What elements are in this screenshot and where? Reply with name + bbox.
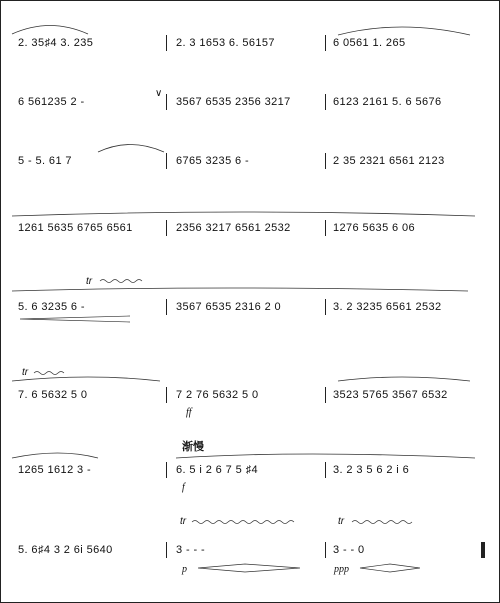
measure: 6123 2161 5. 6 5676 [333, 96, 442, 108]
score-line-7 [0, 441, 500, 493]
barline [325, 35, 326, 51]
dynamic-mark: ff [186, 407, 192, 418]
barline [166, 153, 167, 169]
score-line-1 [0, 33, 500, 53]
dynamic-mark: ppp [334, 564, 349, 575]
measure: 1276 5635 6 06 [333, 222, 416, 234]
final-barline [481, 542, 485, 558]
trill-mark: tr [22, 367, 29, 378]
dynamic-mark: p [182, 564, 187, 575]
measure: 5 - 5. 61 7 [18, 155, 72, 167]
barline [325, 153, 326, 169]
barline [325, 462, 326, 478]
trill-mark: tr [180, 516, 187, 527]
measure: 7. 6 5632 5 0 [18, 389, 88, 401]
measure: 3 - - 0 [333, 544, 365, 556]
measure: 2. 3 1653 6. 56157 [176, 37, 275, 49]
measure: 3567 6535 2356 3217 [176, 96, 291, 108]
barline [166, 462, 167, 478]
measure: 6 561235 2 - [18, 96, 85, 108]
barline [166, 542, 167, 558]
measure: 3. 2 3235 6561 2532 [333, 301, 442, 313]
measure: 1261 5635 6765 6561 [18, 222, 133, 234]
score-line-8 [0, 516, 500, 575]
score-line-5 [0, 276, 500, 317]
measure: 1265 1612 3 - [18, 464, 92, 476]
barline [166, 387, 167, 403]
score-line-6 [0, 367, 500, 418]
score-line-4 [0, 218, 500, 238]
barline [325, 542, 326, 558]
score-line-2 [0, 88, 500, 112]
measure: 2 35 2321 6561 2123 [333, 155, 445, 167]
measure: 3 - - - [176, 544, 206, 556]
measure: 6. 5 i 2 6 7 5 ♯4 [176, 464, 259, 476]
barline [325, 220, 326, 236]
barline [325, 387, 326, 403]
trill-mark: tr [86, 276, 93, 287]
measure: 6765 3235 6 - [176, 155, 250, 167]
measure: 5. 6♯4 3 2 6i 5640 [18, 544, 113, 556]
measure: 6 0561 1. 265 [333, 37, 406, 49]
measure: 3. 2 3 5 6 2 i 6 [333, 464, 410, 476]
barline [166, 94, 167, 110]
barline [325, 94, 326, 110]
breath-mark: ∨ [155, 88, 163, 99]
measure: 3567 6535 2316 2 0 [176, 301, 282, 313]
score-line-3 [0, 151, 500, 171]
measure: 7 2 76 5632 5 0 [176, 389, 259, 401]
tempo-marking: 渐慢 [182, 441, 204, 453]
measure: 3523 5765 3567 6532 [333, 389, 448, 401]
barline [325, 299, 326, 315]
measure: 2. 35♯4 3. 235 [18, 37, 94, 49]
trill-mark: tr [338, 516, 345, 527]
measure: 2356 3217 6561 2532 [176, 222, 291, 234]
barline [166, 299, 167, 315]
barline [166, 220, 167, 236]
measure: 5. 6 3235 6 - [18, 301, 85, 313]
barline [166, 35, 167, 51]
dynamic-mark: f [182, 482, 185, 493]
